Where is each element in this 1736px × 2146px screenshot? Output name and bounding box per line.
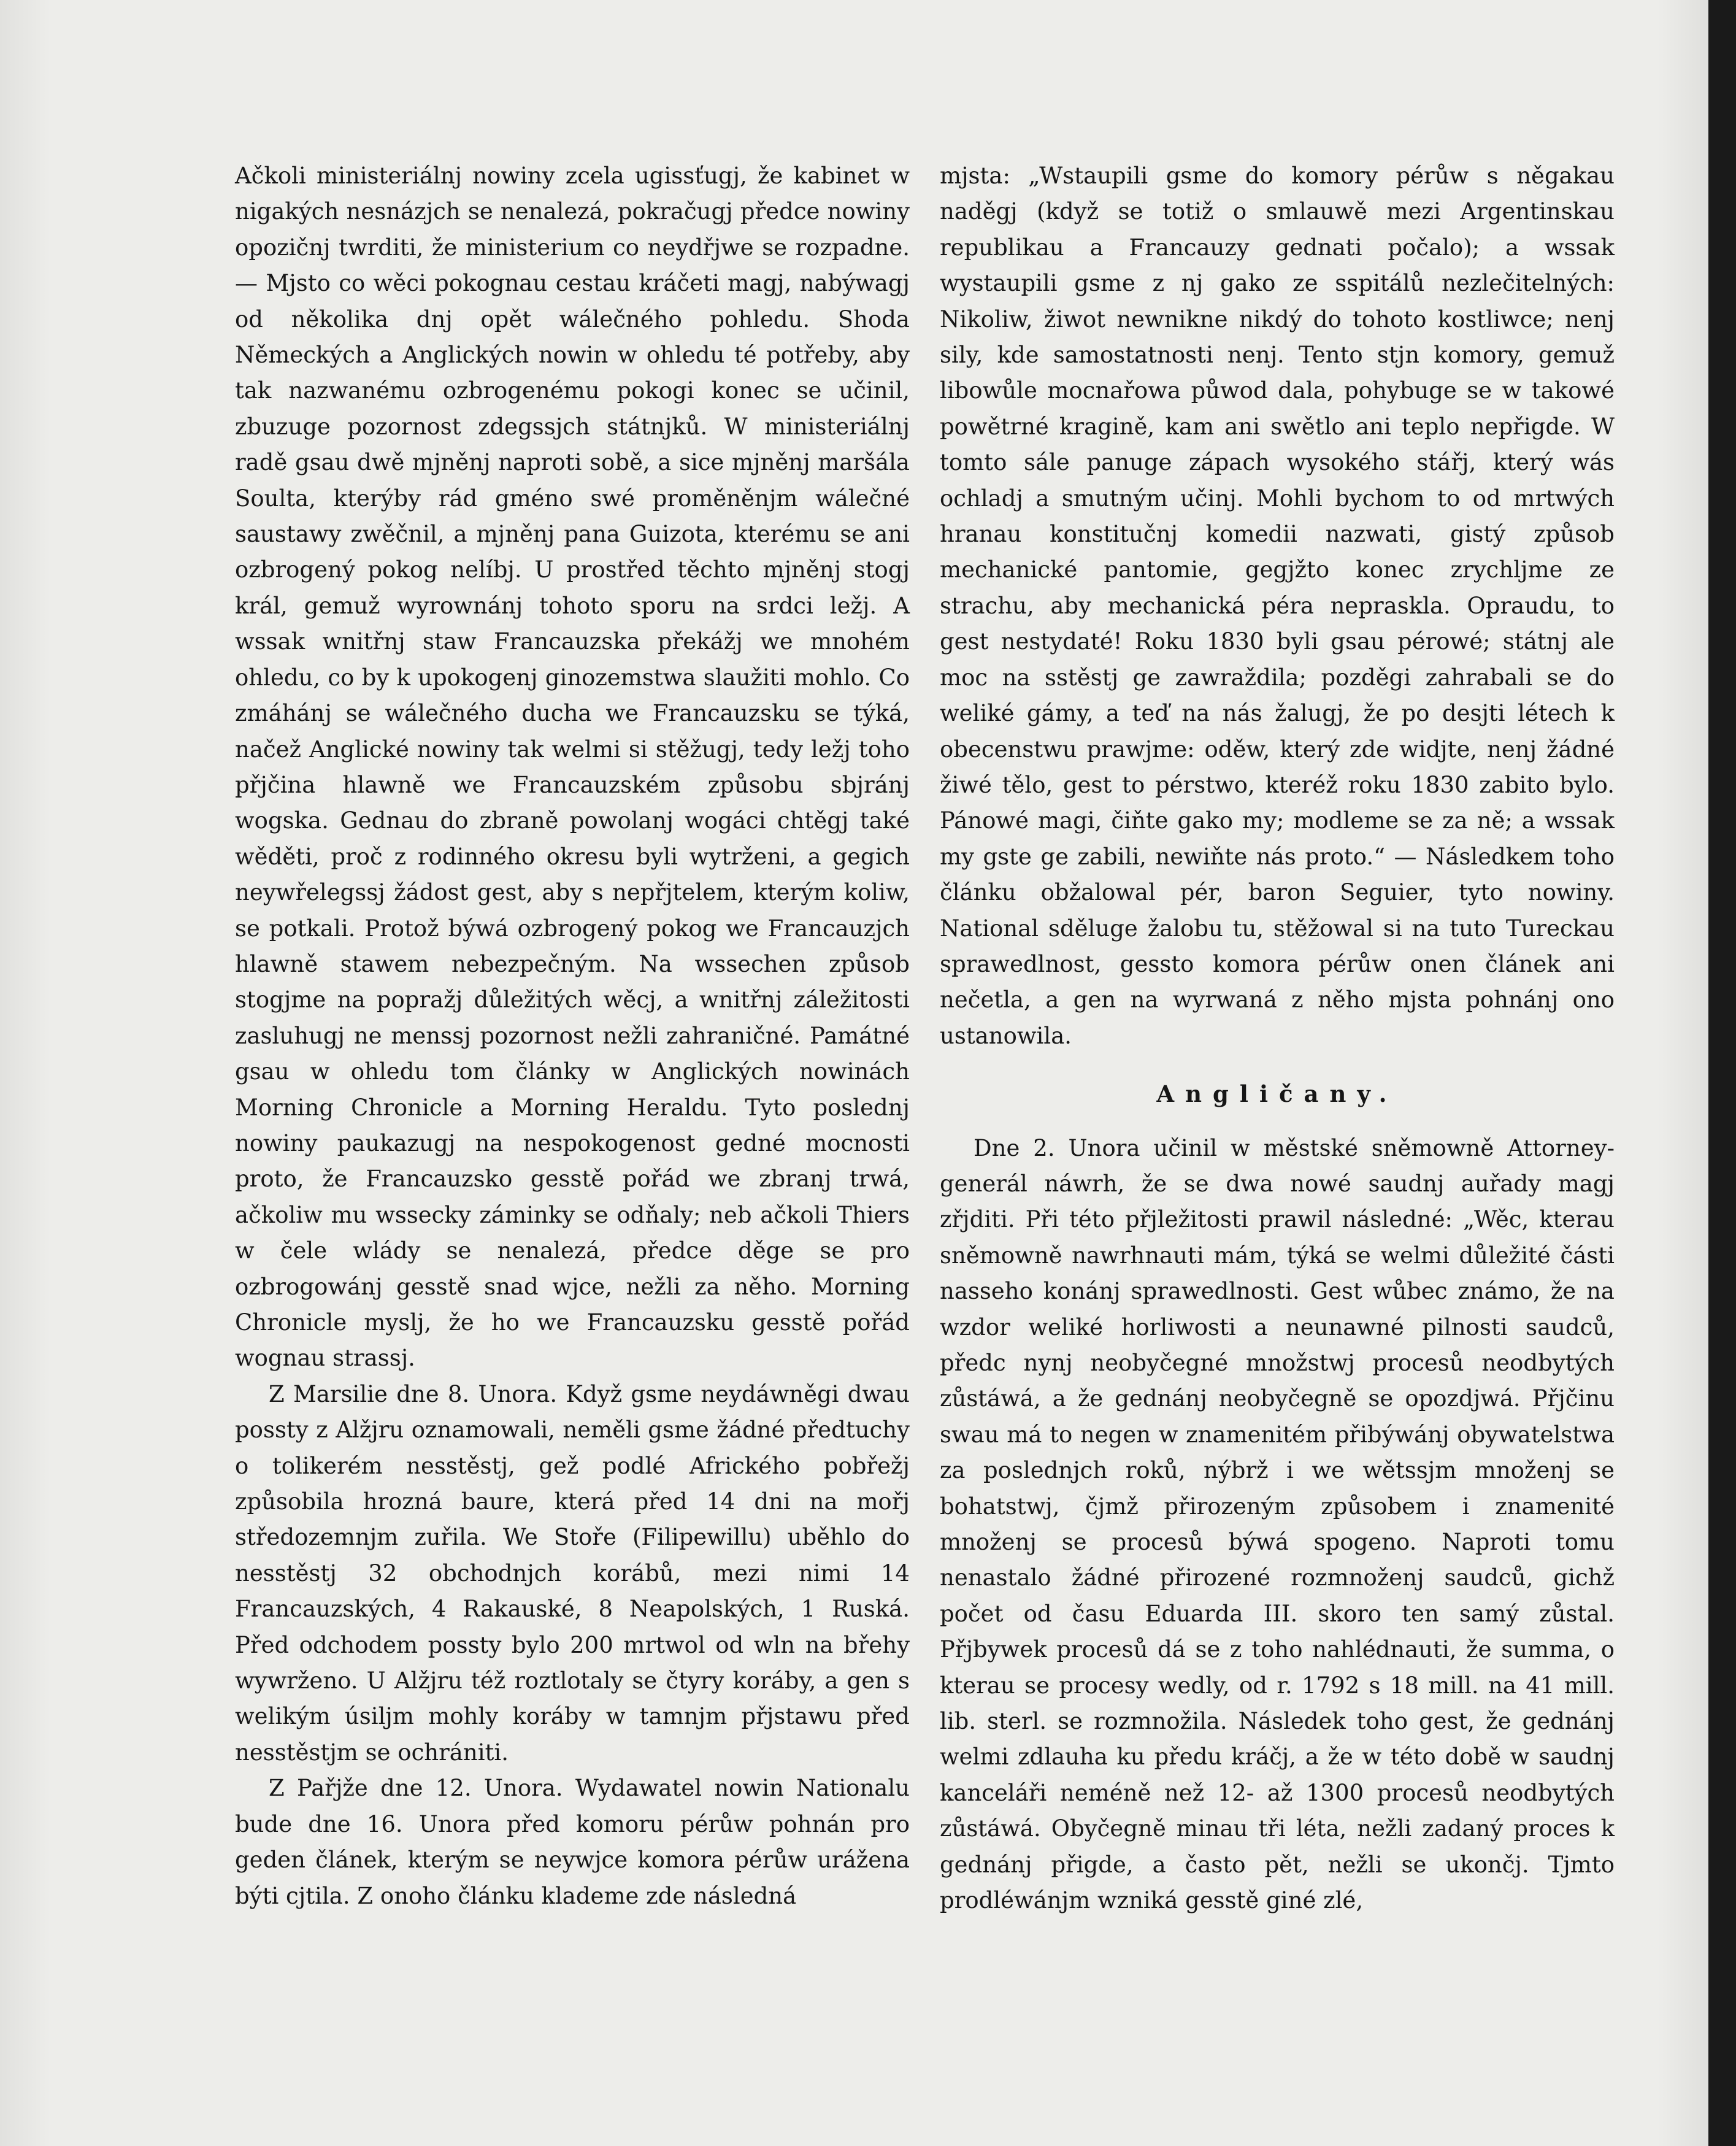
article-ministerial-news: Ačkoli ministeriálnj nowiny zcela ugissťugj, že kabinet w nigakých nesnázjch se nenalezá, pokračugj předce nowiny opozičnj twrditi, že ministerium co neydřjwe se rozpadne. — Mjsto co wěci pokognau cestau kráčeti magj, nabýwagj od několika dnj opět wálečného pohledu. Shoda Německých a Anglických nowin w ohledu té potřeby, aby tak nazwanému ozbrogenému pokogi konec se učinil, zbuzuge pozornost zdegssjch státnjků. W ministeriálnj radě gsau dwě mjněnj naproti sobě, a sice mjněnj maršála Soulta, kterýby rád gméno swé proměněnjm wálečné saustawy zwěčnil, a mjněnj pana Guizota, kterému se ani ozbrogený pokog nelíbj. U prostřed těchto mjněnj stogj král, gemuž wyrownánj tohoto sporu na srdci ležj. A wssak wnitřnj staw Francauzska překážj we mnohém ohledu, co by k upokogenj ginozemstwa slaužiti mohlo. Co zmáhánj se wálečného ducha we Francauzsku se týká, načež Anglické nowiny tak welmi si stěžugj, tedy ležj toho přjčina hlawně we Francauzském způsobu sbjránj wogska. Gednau do zbraně powolanj wogáci chtěgj také wěděti, proč z rodinného okresu byli wytrženi, a gegich neywřelegssj žádost gest, aby s nepřjtelem, kterým koliw, se potkali. Protož býwá ozbrogený pokog we Francauzjch hlawně stawem nebezpečným. Na wssechen způsob stogjme na popražj důležitých wěcj, a wnitřnj záležitosti zasluhugj ne menssj pozornost nežli zahraničné. Památné gsau w ohledu tom články w Anglických nowinách Morning Chronicle a Morning Heraldu. Tyto poslednj nowiny paukazugj na nespokogenost gedné mocnosti proto, že Francauzsko gesstě pořád we zbranj trwá, ačkoliw mu wssecky záminky se odňaly; neb ačkoli Thiers w čele wlády se nenalezá, předce děge se pro ozbrogowánj gesstě snad wjce, nežli za něho. Morning Chronicle myslj, že ho we Francauzsku gesstě pořád wognau strassj. xyxy=(235,163,910,1372)
right-column xyxy=(940,158,1615,1919)
scan-border xyxy=(1708,0,1736,2146)
article-paris-continued: mjsta: „Wstaupili gsme do komory pérůw s něgakau naděgj (když se totiž o smlauwě mezi Argentinskau republikau a Francauzy gednati počalo); a wssak wystaupili gsme z nj gako ze sspitálů nezlečitelných: Nikoliw, žiwot newnikne nikdý do tohoto kostliwce; nenj sily, kde samostatnosti nenj. Tento stjn komory, gemuž libowůle mocnařowa půwod dala, pohybuge se w takowé powětrné kragině, kam ani swětlo ani teplo nepřigde. W tomto sále panuge zápach wysokého stářj, který wás ochladj a smutným učinj. Mohli bychom to od mrtwých hranau konstitučnj komedii nazwati, gistý způsob mechanické pantomie, gegjžto konec zrychljme ze strachu, aby mechanická péra nepraskla. Opraudu, to gest nestydaté! Roku 1830 byli gsau pérowé; státnj ale moc na sstěstj ge zawraždila; pozděgi zahrabali se do weliké gámy, a teď na nás žalugj, že po desjti létech k obecenstwu prawjme: oděw, který zde widjte, nenj žádné žiwé tělo, gest to pérstwo, kteréž roku 1830 zabito bylo. Pánowé magi, čiňte gako my; modleme se za ně; a wssak my gste ge zabili, newiňte nás proto.“ — Následkem toho článku obžalowal pér, baron Seguier, tyto nowiny. National sděluge žalobu tu, stěžowal si na tuto Tureckau sprawedlnost, gessto komora pérůw onen článek ani nečetla, a gen na wyrwaná z něho mjsta pohnánj ono ustanowila. xyxy=(940,163,1615,1049)
left-column xyxy=(235,158,910,1914)
article-paris: Z Pařjže dne 12. Unora. Wydawatel nowin Nationalu bude dne 16. Unora před komoru pérůw pohnán pro geden článek, kterým se neywjce komora pérůw urážena býti cjtila. Z onoho článku klademe zde následná xyxy=(235,1775,910,1909)
article-attorney-general: Dne 2. Unora učinil w městské sněmowně Attorney-generál náwrh, že se dwa nowé saudnj auřady magj zřjditi. Při této přjležitosti prawil následné: „Wěc, kterau sněmowně nawrhnauti mám, týká se welmi důležité části nasseho konánj sprawedlnosti. Gest wůbec známo, že na wzdor weliké horliwosti a neunawné pilnosti saudců, předc nynj neobyčegné množstwj procesů neodbytých zůstáwá, a že gednánj neobyčegně se opozdjwá. Přjčinu swau má to negen w znamenitém přibýwánj obywatelstwa za poslednjch roků, nýbrž i we wětssjm množenj se bohatstwj, čjmž přirozeným způsobem i znamenité množenj se procesů býwá spogeno. Naproti tomu nenastalo žádné přirozené rozmnoženj saudců, gichž počet od času Eduarda III. skoro ten samý zůstal. Přjbywek procesů dá se z toho nahlédnauti, že summa, o kterau se procesy wedly, od r. 1792 s 18 mill. na 41 mill. lib. sterl. se rozmnožila. Následek toho gest, že gednánj welmi zdlauha ku předu kráčj, a že w této době w saudnj kanceláři neméně než 12- až 1300 procesů neodbytých zůstáwá. Obyčegně minau tři léta, nežli zadaný proces k gednánj přigde, a často pět, nežli se ukončj. Tjmto prodléwánjm wzniká gesstě giné zlé, xyxy=(940,1134,1615,1914)
article-marseille: Z Marsilie dne 8. Unora. Když gsme neydáwněgi dwau possty z Alžjru oznamowali, neměli gsme žádné předtuchy o tolikerém nesstěstj, gež podlé Afrického pobřežj způsobila hrozná baure, která před 14 dni na mořj středozemnjm zuřila. We Stoře (Filipewillu) uběhlo do nesstěstj 32 obchodnjch korábů, mezi nimi 14 Francauzských, 4 Rakauské, 8 Neapolských, 1 Ruská. Před odchodem possty bylo 200 mrtwol od wln na břehy wywrženo. U Alžjru též roztlotaly se čtyry koráby, a gen s welikým úsiljm mohly koráby w tamnjm přjstawu před nesstěstjm se ochrániti. xyxy=(235,1380,910,1766)
section-heading-england: Angličany. xyxy=(1156,1080,1398,1108)
